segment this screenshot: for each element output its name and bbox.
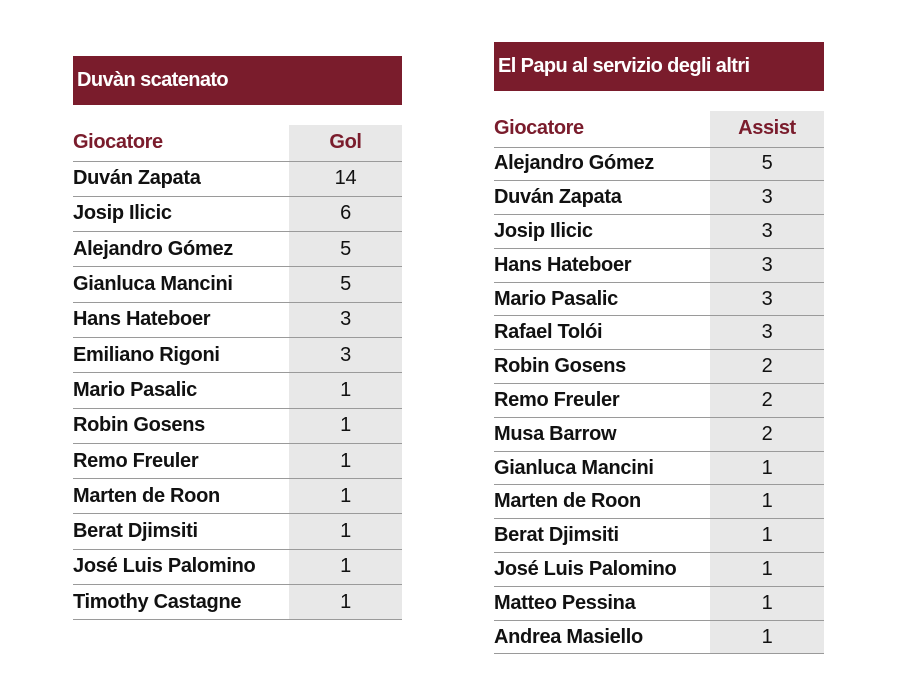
player-value: 1 xyxy=(289,549,402,584)
player-value: 2 xyxy=(710,384,824,418)
player-value: 1 xyxy=(710,586,824,620)
player-name: Josip Ilicic xyxy=(73,196,289,231)
table-row xyxy=(494,384,824,418)
col-header-goals: Gol xyxy=(289,125,402,161)
player-value: 5 xyxy=(289,232,402,267)
player-value: 1 xyxy=(710,553,824,587)
table-row xyxy=(73,373,402,408)
player-value: 5 xyxy=(710,147,824,181)
table-row xyxy=(494,215,824,249)
table-row xyxy=(73,232,402,267)
player-name: Gianluca Mancini xyxy=(73,267,289,302)
table-row xyxy=(494,451,824,485)
player-name: Mario Pasalic xyxy=(494,282,710,316)
player-value: 1 xyxy=(710,485,824,519)
player-name: Hans Hateboer xyxy=(73,302,289,337)
player-name: Remo Freuler xyxy=(73,443,289,478)
player-value: 1 xyxy=(289,373,402,408)
table-row xyxy=(494,316,824,350)
player-name: Musa Barrow xyxy=(494,417,710,451)
table-row xyxy=(494,485,824,519)
player-name: Marten de Roon xyxy=(73,479,289,514)
table-row xyxy=(494,282,824,316)
player-name: Robin Gosens xyxy=(494,350,710,384)
assists-header-row xyxy=(494,111,824,147)
player-name: Timothy Castagne xyxy=(73,585,289,620)
player-name: Alejandro Gómez xyxy=(494,147,710,181)
player-name: Hans Hateboer xyxy=(494,248,710,282)
assists-table-body xyxy=(494,147,824,654)
assists-table xyxy=(494,42,824,654)
player-name: Rafael Tolói xyxy=(494,316,710,350)
player-value: 1 xyxy=(289,514,402,549)
table-row xyxy=(73,585,402,620)
player-name: Andrea Masiello xyxy=(494,620,710,654)
table-row xyxy=(73,443,402,478)
player-name: Alejandro Gómez xyxy=(73,232,289,267)
goals-table-grid xyxy=(73,125,402,620)
assists-table-grid xyxy=(494,111,824,654)
table-row xyxy=(494,586,824,620)
table-row xyxy=(73,161,402,196)
table-row xyxy=(73,337,402,372)
player-value: 1 xyxy=(289,443,402,478)
player-value: 1 xyxy=(710,451,824,485)
player-name: Robin Gosens xyxy=(73,408,289,443)
player-value: 1 xyxy=(289,479,402,514)
player-value: 3 xyxy=(710,316,824,350)
table-row xyxy=(73,302,402,337)
table-row xyxy=(494,248,824,282)
table-row xyxy=(494,350,824,384)
player-name: Josip Ilicic xyxy=(494,215,710,249)
table-row xyxy=(73,549,402,584)
table-row xyxy=(73,408,402,443)
table-row xyxy=(494,147,824,181)
player-value: 2 xyxy=(710,417,824,451)
table-row xyxy=(73,514,402,549)
col-header-assists: Assist xyxy=(710,111,824,147)
player-name: Duván Zapata xyxy=(73,161,289,196)
player-value: 3 xyxy=(710,248,824,282)
player-value: 2 xyxy=(710,350,824,384)
goals-header-row xyxy=(73,125,402,161)
goals-table-title: Duvàn scatenato xyxy=(73,56,402,105)
player-name: Mario Pasalic xyxy=(73,373,289,408)
table-row xyxy=(494,553,824,587)
player-name: Emiliano Rigoni xyxy=(73,337,289,372)
table-row xyxy=(73,196,402,231)
goals-table-body xyxy=(73,161,402,620)
player-name: José Luis Palomino xyxy=(73,549,289,584)
player-value: 3 xyxy=(710,215,824,249)
table-row xyxy=(73,267,402,302)
player-value: 3 xyxy=(710,282,824,316)
player-value: 1 xyxy=(710,519,824,553)
player-value: 1 xyxy=(710,620,824,654)
player-value: 5 xyxy=(289,267,402,302)
player-name: Berat Djimsiti xyxy=(494,519,710,553)
player-name: Berat Djimsiti xyxy=(73,514,289,549)
table-row xyxy=(494,620,824,654)
player-value: 3 xyxy=(289,302,402,337)
table-row xyxy=(494,181,824,215)
player-value: 1 xyxy=(289,585,402,620)
player-name: Matteo Pessina xyxy=(494,586,710,620)
assists-table-title: El Papu al servizio degli altri xyxy=(494,42,824,91)
col-header-player: Giocatore xyxy=(73,125,289,161)
player-value: 14 xyxy=(289,161,402,196)
table-row xyxy=(73,479,402,514)
player-name: Remo Freuler xyxy=(494,384,710,418)
goals-table xyxy=(73,56,402,620)
player-value: 1 xyxy=(289,408,402,443)
player-value: 6 xyxy=(289,196,402,231)
table-row xyxy=(494,417,824,451)
player-name: Gianluca Mancini xyxy=(494,451,710,485)
col-header-player: Giocatore xyxy=(494,111,710,147)
player-name: José Luis Palomino xyxy=(494,553,710,587)
player-value: 3 xyxy=(289,337,402,372)
player-value: 3 xyxy=(710,181,824,215)
player-name: Marten de Roon xyxy=(494,485,710,519)
table-row xyxy=(494,519,824,553)
player-name: Duván Zapata xyxy=(494,181,710,215)
